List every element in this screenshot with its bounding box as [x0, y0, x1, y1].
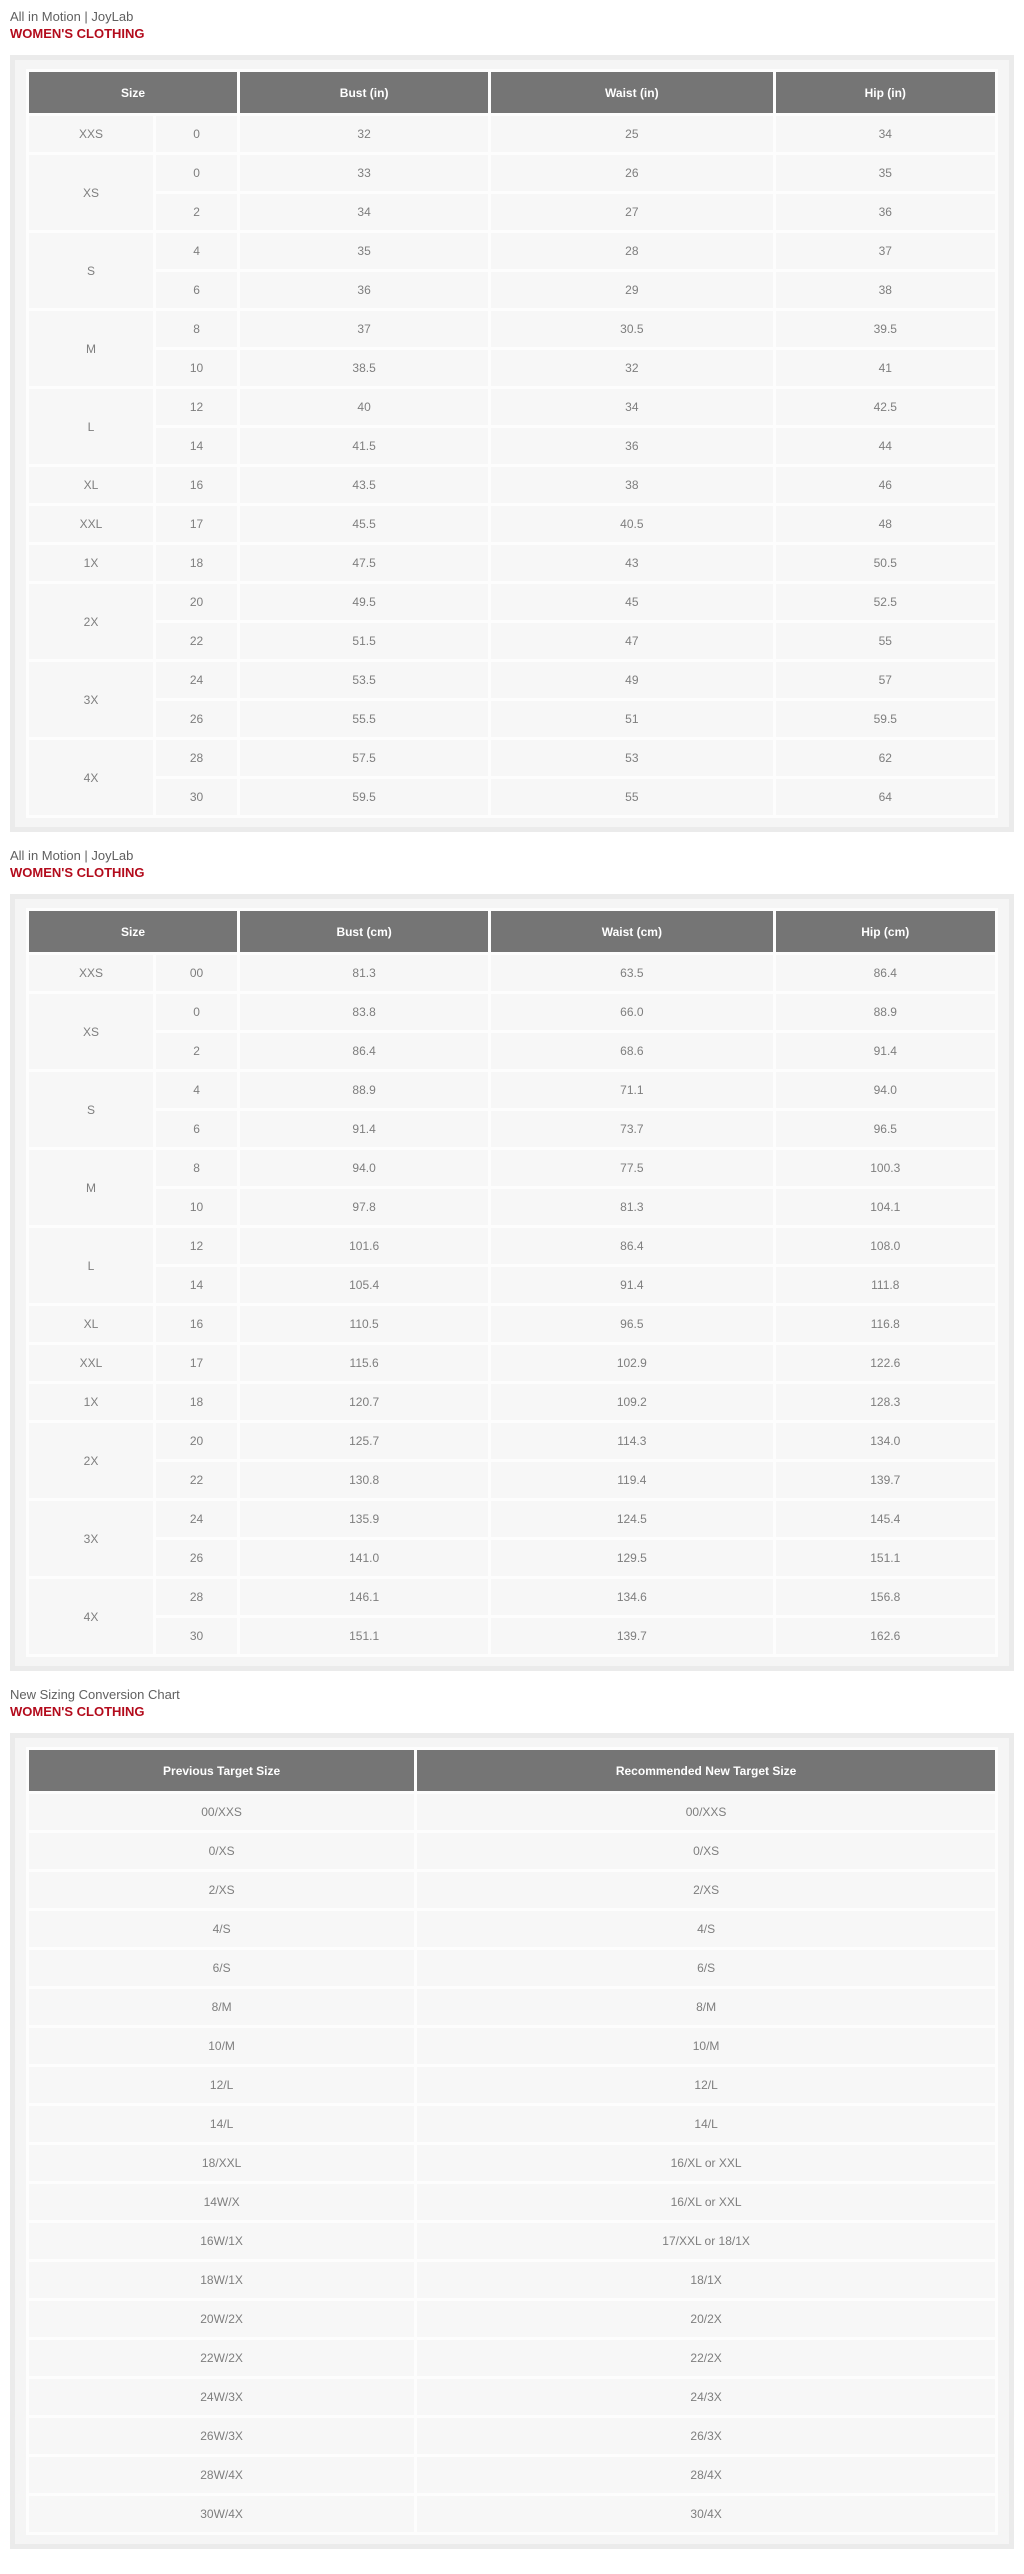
hip-cell: 42.5 — [776, 389, 995, 425]
bust-cell: 141.0 — [240, 1540, 488, 1576]
waist-cell: 139.7 — [491, 1618, 772, 1654]
table-row — [29, 1794, 995, 1830]
table-container — [10, 55, 1014, 832]
table-row — [29, 1033, 995, 1069]
hip-cell: 134.0 — [776, 1423, 995, 1459]
table-container — [10, 1733, 1014, 2549]
bust-cell: 38.5 — [240, 350, 488, 386]
waist-cell: 71.1 — [491, 1072, 772, 1108]
waist-cell: 29 — [491, 272, 772, 308]
waist-cell: 26 — [491, 155, 772, 191]
bust-cell: 40 — [240, 389, 488, 425]
hip-cell: 50.5 — [776, 545, 995, 581]
hip-cell: 57 — [776, 662, 995, 698]
table-row — [29, 1423, 995, 1459]
hip-cell: 162.6 — [776, 1618, 995, 1654]
table-row — [29, 2067, 995, 2103]
bust-cell: 94.0 — [240, 1150, 488, 1186]
waist-cell: 49 — [491, 662, 772, 698]
bust-cell: 45.5 — [240, 506, 488, 542]
size-label-cell: XXL — [29, 1345, 153, 1381]
waist-cell: 30.5 — [491, 311, 772, 347]
previous-size-cell: 20W/2X — [29, 2301, 414, 2337]
waist-cell: 119.4 — [491, 1462, 772, 1498]
size-chart-table-inches — [26, 69, 998, 818]
table-row — [29, 1150, 995, 1186]
category-title: WOMEN'S CLOTHING — [10, 865, 145, 880]
bust-cell: 86.4 — [240, 1033, 488, 1069]
bust-cell: 110.5 — [240, 1306, 488, 1342]
bust-cell: 88.9 — [240, 1072, 488, 1108]
hip-cell: 46 — [776, 467, 995, 503]
table-row — [29, 350, 995, 386]
hip-cell: 122.6 — [776, 1345, 995, 1381]
bust-cell: 57.5 — [240, 740, 488, 776]
new-size-cell: 16/XL or XXL — [417, 2145, 995, 2181]
table-row — [29, 994, 995, 1030]
new-size-cell: 4/S — [417, 1911, 995, 1947]
size-label-cell: S — [29, 233, 153, 308]
size-label-cell: 4X — [29, 1579, 153, 1654]
size-number-cell: 8 — [156, 1150, 237, 1186]
hip-cell: 44 — [776, 428, 995, 464]
column-header: Bust (in) — [240, 72, 488, 113]
size-label-cell: XXS — [29, 955, 153, 991]
size-label-cell: XL — [29, 467, 153, 503]
bust-cell: 51.5 — [240, 623, 488, 659]
size-label-cell: 3X — [29, 1501, 153, 1576]
waist-cell: 63.5 — [491, 955, 772, 991]
hip-cell: 48 — [776, 506, 995, 542]
size-number-cell: 00 — [156, 955, 237, 991]
hip-cell: 145.4 — [776, 1501, 995, 1537]
table-row — [29, 272, 995, 308]
waist-cell: 40.5 — [491, 506, 772, 542]
size-number-cell: 10 — [156, 1189, 237, 1225]
table-row — [29, 1345, 995, 1381]
new-size-cell: 16/XL or XXL — [417, 2184, 995, 2220]
header-row — [29, 1750, 995, 1791]
waist-cell: 109.2 — [491, 1384, 772, 1420]
table-row — [29, 194, 995, 230]
bust-cell: 43.5 — [240, 467, 488, 503]
hip-cell: 151.1 — [776, 1540, 995, 1576]
table-row — [29, 467, 995, 503]
hip-cell: 96.5 — [776, 1111, 995, 1147]
size-number-cell: 28 — [156, 740, 237, 776]
size-number-cell: 12 — [156, 389, 237, 425]
column-header: Waist (cm) — [491, 911, 772, 952]
new-size-cell: 26/3X — [417, 2418, 995, 2454]
bust-cell: 33 — [240, 155, 488, 191]
table-row — [29, 701, 995, 737]
new-size-cell: 12/L — [417, 2067, 995, 2103]
hip-cell: 100.3 — [776, 1150, 995, 1186]
table-row — [29, 740, 995, 776]
size-label-cell: XXS — [29, 116, 153, 152]
bust-cell: 125.7 — [240, 1423, 488, 1459]
waist-cell: 28 — [491, 233, 772, 269]
size-label-cell: 2X — [29, 1423, 153, 1498]
size-number-cell: 30 — [156, 1618, 237, 1654]
previous-size-cell: 12/L — [29, 2067, 414, 2103]
new-size-cell: 6/S — [417, 1950, 995, 1986]
column-header: Previous Target Size — [29, 1750, 414, 1791]
waist-cell: 55 — [491, 779, 772, 815]
waist-cell: 27 — [491, 194, 772, 230]
table-row — [29, 2457, 995, 2493]
hip-cell: 34 — [776, 116, 995, 152]
size-label-cell: 2X — [29, 584, 153, 659]
previous-size-cell: 22W/2X — [29, 2340, 414, 2376]
hip-cell: 39.5 — [776, 311, 995, 347]
bust-cell: 146.1 — [240, 1579, 488, 1615]
bust-cell: 83.8 — [240, 994, 488, 1030]
table-row — [29, 116, 995, 152]
table-row — [29, 428, 995, 464]
table-row — [29, 2340, 995, 2376]
column-header: Recommended New Target Size — [417, 1750, 995, 1791]
new-size-cell: 8/M — [417, 1989, 995, 2025]
table-row — [29, 2379, 995, 2415]
size-number-cell: 18 — [156, 545, 237, 581]
previous-size-cell: 14/L — [29, 2106, 414, 2142]
waist-cell: 77.5 — [491, 1150, 772, 1186]
bust-cell: 35 — [240, 233, 488, 269]
size-number-cell: 26 — [156, 701, 237, 737]
size-conversion-table — [26, 1747, 998, 2535]
size-label-cell: L — [29, 1228, 153, 1303]
previous-size-cell: 26W/3X — [29, 2418, 414, 2454]
table-row — [29, 311, 995, 347]
table-row — [29, 1618, 995, 1654]
bust-cell: 47.5 — [240, 545, 488, 581]
hip-cell: 59.5 — [776, 701, 995, 737]
size-number-cell: 2 — [156, 1033, 237, 1069]
size-number-cell: 20 — [156, 584, 237, 620]
size-number-cell: 8 — [156, 311, 237, 347]
waist-cell: 66.0 — [491, 994, 772, 1030]
size-number-cell: 24 — [156, 662, 237, 698]
new-size-cell: 0/XS — [417, 1833, 995, 1869]
table-row — [29, 1189, 995, 1225]
size-number-cell: 12 — [156, 1228, 237, 1264]
table-row — [29, 662, 995, 698]
waist-cell: 73.7 — [491, 1111, 772, 1147]
new-size-cell: 10/M — [417, 2028, 995, 2064]
hip-cell: 94.0 — [776, 1072, 995, 1108]
hip-cell: 128.3 — [776, 1384, 995, 1420]
size-number-cell: 22 — [156, 623, 237, 659]
size-label-cell: XS — [29, 155, 153, 230]
size-number-cell: 4 — [156, 1072, 237, 1108]
size-label-cell: 1X — [29, 545, 153, 581]
previous-size-cell: 28W/4X — [29, 2457, 414, 2493]
section-size-chart-cm — [10, 847, 1014, 1671]
size-number-cell: 10 — [156, 350, 237, 386]
size-label-cell: L — [29, 389, 153, 464]
hip-cell: 64 — [776, 779, 995, 815]
bust-cell: 135.9 — [240, 1501, 488, 1537]
previous-size-cell: 2/XS — [29, 1872, 414, 1908]
table-row — [29, 1579, 995, 1615]
waist-cell: 91.4 — [491, 1267, 772, 1303]
size-number-cell: 20 — [156, 1423, 237, 1459]
table-row — [29, 623, 995, 659]
hip-cell: 104.1 — [776, 1189, 995, 1225]
waist-cell: 47 — [491, 623, 772, 659]
new-size-cell: 00/XXS — [417, 1794, 995, 1830]
brand-title: All in Motion | JoyLab — [10, 848, 134, 863]
previous-size-cell: 14W/X — [29, 2184, 414, 2220]
size-number-cell: 4 — [156, 233, 237, 269]
size-label-cell: 3X — [29, 662, 153, 737]
bust-cell: 37 — [240, 311, 488, 347]
size-number-cell: 16 — [156, 467, 237, 503]
column-header: Size — [29, 72, 237, 113]
bust-cell: 97.8 — [240, 1189, 488, 1225]
previous-size-cell: 30W/4X — [29, 2496, 414, 2532]
size-label-cell: XL — [29, 1306, 153, 1342]
waist-cell: 86.4 — [491, 1228, 772, 1264]
table-row — [29, 1306, 995, 1342]
waist-cell: 124.5 — [491, 1501, 772, 1537]
table-container — [10, 894, 1014, 1671]
previous-size-cell: 6/S — [29, 1950, 414, 1986]
size-number-cell: 6 — [156, 1111, 237, 1147]
waist-cell: 32 — [491, 350, 772, 386]
bust-cell: 41.5 — [240, 428, 488, 464]
waist-cell: 34 — [491, 389, 772, 425]
size-number-cell: 2 — [156, 194, 237, 230]
table-row — [29, 233, 995, 269]
bust-cell: 130.8 — [240, 1462, 488, 1498]
table-row — [29, 2418, 995, 2454]
table-row — [29, 1267, 995, 1303]
previous-size-cell: 18/XXL — [29, 2145, 414, 2181]
new-size-cell: 28/4X — [417, 2457, 995, 2493]
table-row — [29, 1072, 995, 1108]
table-row — [29, 955, 995, 991]
size-label-cell: S — [29, 1072, 153, 1147]
size-label-cell: M — [29, 311, 153, 386]
conversion-title: New Sizing Conversion Chart — [10, 1687, 180, 1702]
hip-cell: 52.5 — [776, 584, 995, 620]
previous-size-cell: 10/M — [29, 2028, 414, 2064]
category-title: WOMEN'S CLOTHING — [10, 26, 145, 41]
new-size-cell: 14/L — [417, 2106, 995, 2142]
size-number-cell: 17 — [156, 1345, 237, 1381]
bust-cell: 101.6 — [240, 1228, 488, 1264]
new-size-cell: 22/2X — [417, 2340, 995, 2376]
size-number-cell: 0 — [156, 994, 237, 1030]
hip-cell: 88.9 — [776, 994, 995, 1030]
table-row — [29, 2184, 995, 2220]
table-row — [29, 2262, 995, 2298]
waist-cell: 114.3 — [491, 1423, 772, 1459]
hip-cell: 55 — [776, 623, 995, 659]
size-label-cell: XS — [29, 994, 153, 1069]
previous-size-cell: 16W/1X — [29, 2223, 414, 2259]
brand-title: All in Motion | JoyLab — [10, 9, 134, 24]
new-size-cell: 20/2X — [417, 2301, 995, 2337]
table-row — [29, 2028, 995, 2064]
hip-cell: 116.8 — [776, 1306, 995, 1342]
bust-cell: 32 — [240, 116, 488, 152]
previous-size-cell: 0/XS — [29, 1833, 414, 1869]
waist-cell: 45 — [491, 584, 772, 620]
table-row — [29, 1911, 995, 1947]
column-header: Size — [29, 911, 237, 952]
new-size-cell: 30/4X — [417, 2496, 995, 2532]
bust-cell: 105.4 — [240, 1267, 488, 1303]
bust-cell: 120.7 — [240, 1384, 488, 1420]
table-row — [29, 584, 995, 620]
hip-cell: 38 — [776, 272, 995, 308]
waist-cell: 38 — [491, 467, 772, 503]
previous-size-cell: 18W/1X — [29, 2262, 414, 2298]
size-label-cell: 1X — [29, 1384, 153, 1420]
previous-size-cell: 24W/3X — [29, 2379, 414, 2415]
size-number-cell: 14 — [156, 1267, 237, 1303]
new-size-cell: 18/1X — [417, 2262, 995, 2298]
waist-cell: 25 — [491, 116, 772, 152]
bust-cell: 34 — [240, 194, 488, 230]
size-number-cell: 18 — [156, 1384, 237, 1420]
hip-cell: 108.0 — [776, 1228, 995, 1264]
hip-cell: 35 — [776, 155, 995, 191]
hip-cell: 86.4 — [776, 955, 995, 991]
waist-cell: 129.5 — [491, 1540, 772, 1576]
bust-cell: 115.6 — [240, 1345, 488, 1381]
hip-cell: 37 — [776, 233, 995, 269]
waist-cell: 36 — [491, 428, 772, 464]
table-row — [29, 155, 995, 191]
size-number-cell: 30 — [156, 779, 237, 815]
section-size-conversion — [10, 1686, 1014, 2549]
table-row — [29, 1872, 995, 1908]
table-row — [29, 1833, 995, 1869]
table-row — [29, 1950, 995, 1986]
size-label-cell: M — [29, 1150, 153, 1225]
table-row — [29, 2496, 995, 2532]
table-row — [29, 1989, 995, 2025]
bust-cell: 91.4 — [240, 1111, 488, 1147]
waist-cell: 102.9 — [491, 1345, 772, 1381]
bust-cell: 36 — [240, 272, 488, 308]
size-number-cell: 0 — [156, 155, 237, 191]
table-row — [29, 2145, 995, 2181]
table-row — [29, 506, 995, 542]
waist-cell: 51 — [491, 701, 772, 737]
table-row — [29, 2223, 995, 2259]
size-number-cell: 24 — [156, 1501, 237, 1537]
hip-cell: 62 — [776, 740, 995, 776]
table-row — [29, 1228, 995, 1264]
waist-cell: 81.3 — [491, 1189, 772, 1225]
table-row — [29, 1384, 995, 1420]
category-title: WOMEN'S CLOTHING — [10, 1704, 145, 1719]
new-size-cell: 17/XXL or 18/1X — [417, 2223, 995, 2259]
header-row — [29, 911, 995, 952]
hip-cell: 91.4 — [776, 1033, 995, 1069]
hip-cell: 139.7 — [776, 1462, 995, 1498]
bust-cell: 151.1 — [240, 1618, 488, 1654]
table-row — [29, 779, 995, 815]
table-row — [29, 545, 995, 581]
size-number-cell: 17 — [156, 506, 237, 542]
size-number-cell: 28 — [156, 1579, 237, 1615]
size-number-cell: 22 — [156, 1462, 237, 1498]
bust-cell: 59.5 — [240, 779, 488, 815]
size-label-cell: XXL — [29, 506, 153, 542]
previous-size-cell: 8/M — [29, 1989, 414, 2025]
size-number-cell: 6 — [156, 272, 237, 308]
bust-cell: 53.5 — [240, 662, 488, 698]
size-number-cell: 16 — [156, 1306, 237, 1342]
header-row — [29, 72, 995, 113]
bust-cell: 81.3 — [240, 955, 488, 991]
size-chart-table-cm — [26, 908, 998, 1657]
bust-cell: 49.5 — [240, 584, 488, 620]
waist-cell: 43 — [491, 545, 772, 581]
waist-cell: 53 — [491, 740, 772, 776]
column-header: Hip (in) — [776, 72, 995, 113]
size-number-cell: 14 — [156, 428, 237, 464]
table-row — [29, 1111, 995, 1147]
size-number-cell: 26 — [156, 1540, 237, 1576]
column-header: Hip (cm) — [776, 911, 995, 952]
table-row — [29, 1501, 995, 1537]
waist-cell: 68.6 — [491, 1033, 772, 1069]
section-size-chart-inches — [10, 8, 1014, 832]
size-label-cell: 4X — [29, 740, 153, 815]
new-size-cell: 2/XS — [417, 1872, 995, 1908]
new-size-cell: 24/3X — [417, 2379, 995, 2415]
waist-cell: 96.5 — [491, 1306, 772, 1342]
previous-size-cell: 4/S — [29, 1911, 414, 1947]
table-row — [29, 1540, 995, 1576]
bust-cell: 55.5 — [240, 701, 488, 737]
hip-cell: 111.8 — [776, 1267, 995, 1303]
waist-cell: 134.6 — [491, 1579, 772, 1615]
table-row — [29, 2301, 995, 2337]
column-header: Waist (in) — [491, 72, 772, 113]
table-row — [29, 1462, 995, 1498]
size-number-cell: 0 — [156, 116, 237, 152]
table-row — [29, 389, 995, 425]
previous-size-cell: 00/XXS — [29, 1794, 414, 1830]
hip-cell: 41 — [776, 350, 995, 386]
table-row — [29, 2106, 995, 2142]
column-header: Bust (cm) — [240, 911, 488, 952]
hip-cell: 36 — [776, 194, 995, 230]
hip-cell: 156.8 — [776, 1579, 995, 1615]
